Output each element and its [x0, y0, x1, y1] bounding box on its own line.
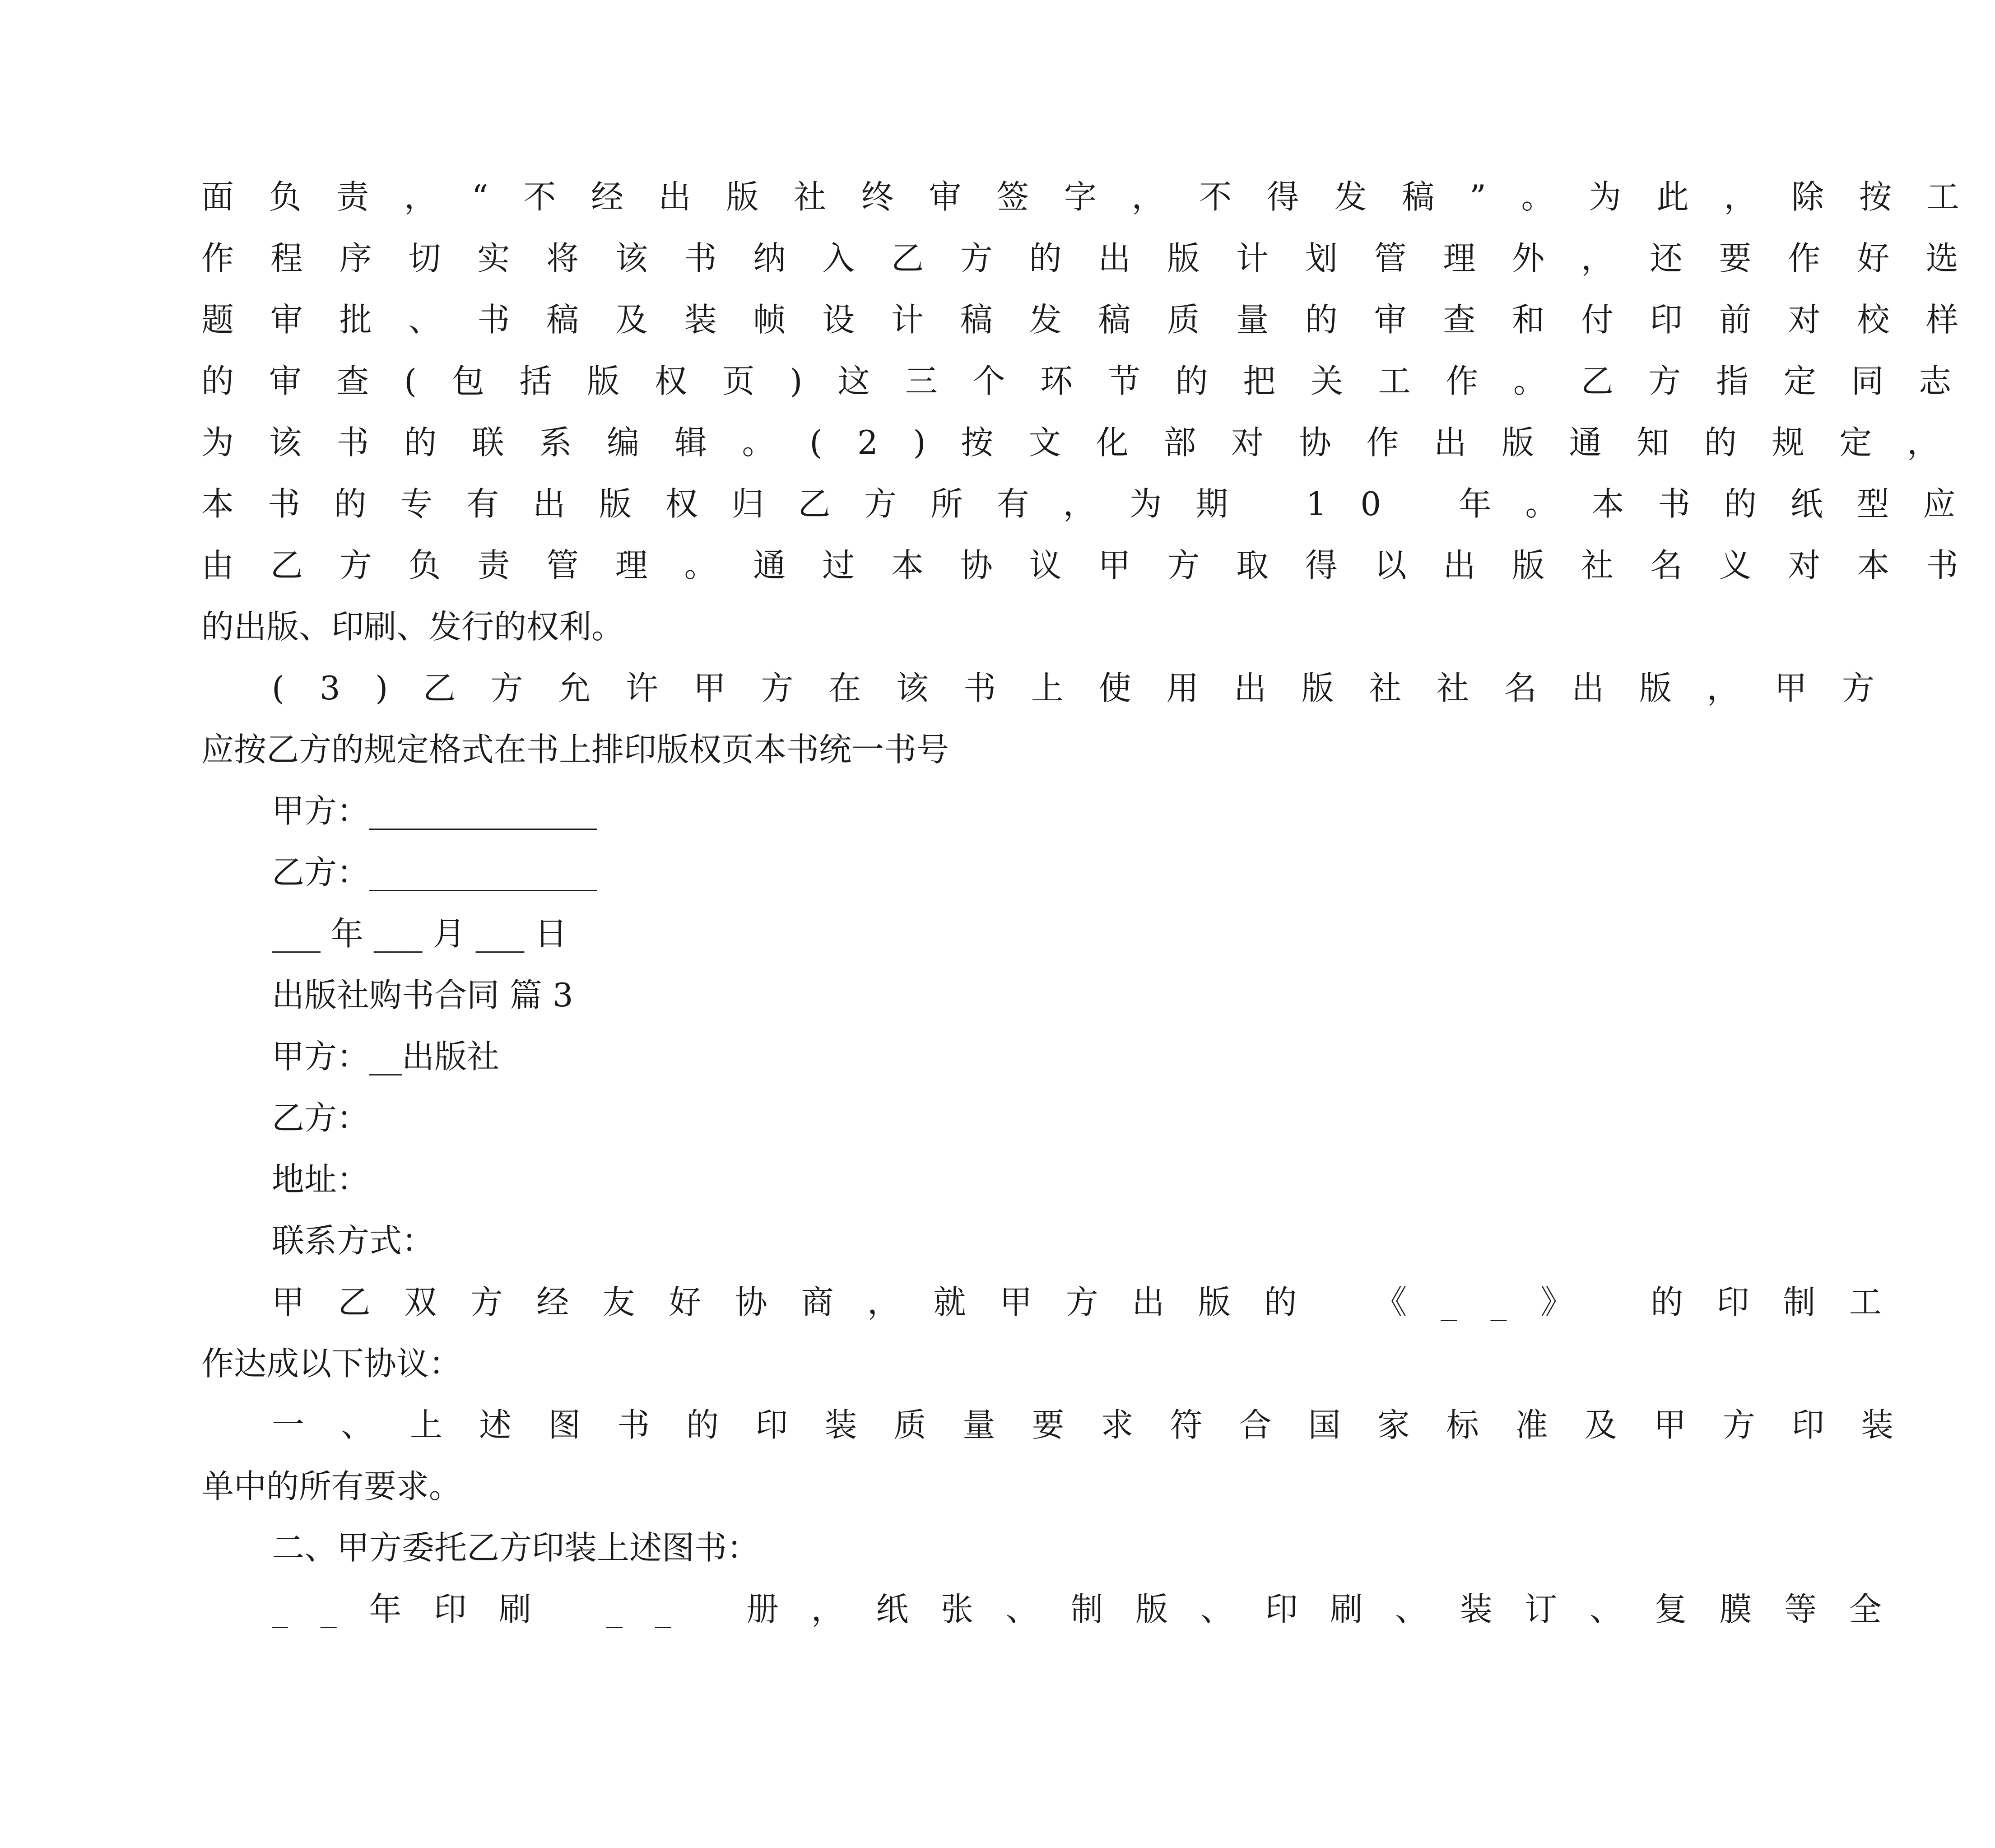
- clause-2-line-2: __年印刷 __ 册，纸张、制版、印刷、装订、复膜等全: [272, 1590, 1914, 1628]
- body-line-19: 甲乙双方经友好协商，就甲方出版的 《__》 的印制工: [272, 1283, 1916, 1321]
- body-line-6: 本书的专有出版权归乙方所有，为期 10 年。本书的纸型应: [201, 485, 1990, 523]
- date-line: ___ 年 ___ 月 ___ 日: [272, 915, 567, 953]
- body-line-9: (3)乙方允许甲方在该书上使用出版社社名出版，甲方: [272, 669, 1910, 707]
- clause-1-line-1: 一、上述图书的印装质量要求符合国家标准及甲方印装: [272, 1406, 1930, 1444]
- body-line-20: 作达成以下协议：: [201, 1345, 462, 1383]
- party-a-line: 甲方：__出版社: [272, 1038, 500, 1075]
- contact-line: 联系方式：: [272, 1222, 435, 1260]
- body-line-2: 作程序切实将该书纳入乙方的出版计划管理外，还要作好选: [201, 239, 1995, 277]
- address-line: 地址：: [272, 1160, 370, 1198]
- body-line-8: 的出版、印刷、发行的权利。: [201, 608, 624, 646]
- party-b-signature-line: 乙方：______________: [272, 853, 597, 891]
- party-b-line: 乙方：: [272, 1099, 370, 1137]
- body-line-4: 的审查(包括版权页)这三个环节的把关工作。乙方指定同志: [201, 362, 1986, 400]
- body-line-3: 题审批、书稿及装帧设计稿发稿质量的审查和付印前对校样: [201, 301, 1995, 339]
- clause-1-line-2: 单中的所有要求。: [201, 1467, 462, 1505]
- body-line-5: 为该书的联系编辑。(2)按文化部对协作出版通知的规定，: [201, 424, 1975, 461]
- party-a-signature-line: 甲方：______________: [272, 792, 597, 830]
- section-title: 出版社购书合同 篇 3: [272, 976, 573, 1014]
- body-line-7: 由乙方负责管理。通过本协议甲方取得以出版社名义对本书: [201, 546, 1995, 584]
- body-line-10: 应按乙方的规定格式在书上排印版权页本书统一书号: [201, 731, 949, 768]
- clause-2-line-1: 二、甲方委托乙方印装上述图书：: [272, 1529, 760, 1567]
- body-line-1: 面负责，“不经出版社终审签字，不得发稿”。为此，除按工: [201, 178, 1995, 216]
